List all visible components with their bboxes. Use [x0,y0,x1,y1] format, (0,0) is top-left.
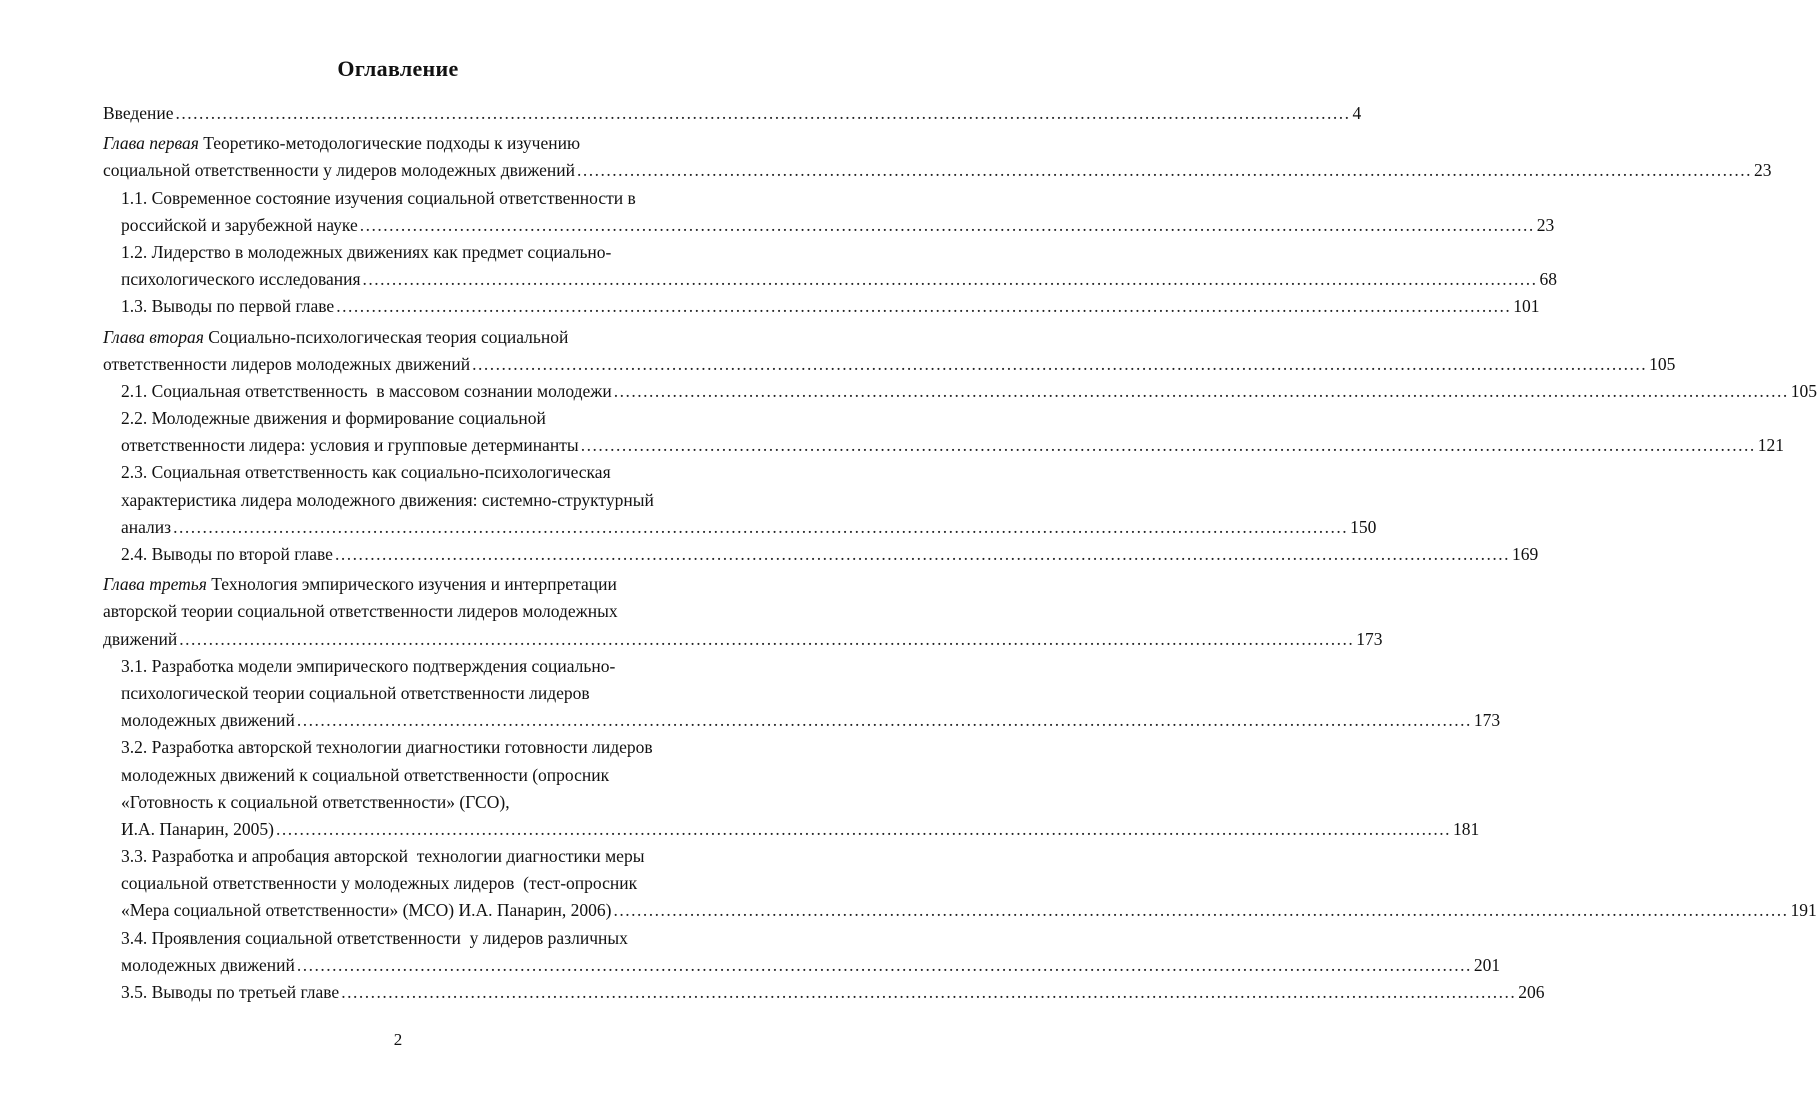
chapter-label: Глава третья [103,574,207,595]
toc-entry-line [121,707,1501,734]
toc-title: Оглавление [337,56,459,81]
dot-leader: ........................................................................................................................................................................................................ [580,435,1756,456]
toc-entry-line [103,130,738,157]
entry-title-text: российской и зарубежной науке [121,214,358,235]
dot-leader: ........................................................................................................................................................................................................ [341,982,1517,1002]
entry-title-text: «Мера социальной ответственности» (МСО) И.А. Панарин, 2006) [121,900,612,921]
dot-leader: ........................................................................................................................................................................................................ [276,818,1451,839]
toc-section-entry[interactable] [121,239,1558,293]
toc-section-entry[interactable] [121,378,1817,405]
entry-title-text: молодежных движений [121,710,295,731]
entry-title-text: 3.1. Разработка модели эмпирического подтверждения социально- [121,655,616,676]
toc-entry-line [121,762,738,789]
toc-entry-line [121,925,738,952]
entry-title-text: И.А. Панарин, 2005) [121,818,274,839]
entry-page-number: 173 [1473,710,1501,731]
toc-entry-line [103,351,1676,378]
entry-page-number: 201 [1473,954,1501,975]
entry-title-text: характеристика лидера молодежного движения: системно-структурный [121,489,654,510]
page-number: 2 [393,1030,403,1049]
entry-title-text: 3.3. Разработка и апробация авторской технологии диагностики меры [121,846,645,867]
toc-entry-line [103,157,1772,184]
toc-entry-line [103,626,1383,653]
toc-chapter-entry[interactable] [103,571,1383,653]
toc-section-entry[interactable] [121,925,1501,979]
entry-title-text: 2.2. Молодежные движения и формирование социальной [121,408,546,429]
entry-title-text: 3.4. Проявления социальной ответственности у лидеров различных [121,927,628,948]
toc-section-entry[interactable] [121,734,1480,843]
toc-entry-line [121,266,1558,293]
entry-title-text: 2.4. Выводы по второй главе [121,544,333,564]
entry-title-text: социальной ответственности у молодежных лидеров (тест-опросник [121,873,638,894]
toc-entry-line [103,571,738,598]
entry-page-number: 169 [1511,544,1539,564]
entry-page-number: 23 [1536,214,1555,235]
toc-chapter-entry[interactable] [103,100,1362,127]
toc-entry-line [121,293,1540,320]
toc-entry-line [121,843,738,870]
entry-title-text: 2.3. Социальная ответственность как социально-психологическая [121,462,611,483]
toc-entry-line [121,514,1377,541]
entry-title-text: социальной ответственности у лидеров молодежных движений [103,160,575,181]
toc-entry-line [121,789,738,816]
entry-title-text: 1.2. Лидерство в молодежных движениях как предмет социально- [121,241,612,262]
chapter-label: Глава вторая [103,326,204,347]
toc-entry-line [103,324,738,351]
entry-title-text: 2.1. Социальная ответственность в массовом сознании молодежи [121,380,612,401]
toc-entry-line [121,185,738,212]
entry-title-text: Введение [103,103,174,123]
entry-title-text: Технология эмпирического изучения и интерпретации [206,574,617,595]
toc-entry-line [121,459,738,486]
toc-entry-line [121,816,1480,843]
toc-entry-line [121,897,1817,924]
toc-entry-line [121,541,1539,568]
toc-entry-line [121,487,738,514]
entry-title-text: молодежных движений к социальной ответственности (опросник [121,764,610,785]
toc-entry-line [103,100,1362,127]
toc-section-entry[interactable] [121,405,1784,459]
dot-leader: ........................................................................................................................................................................................................ [175,103,1351,123]
toc-entry-line [121,378,1817,405]
entry-title-text: молодежных движений [121,954,295,975]
toc-section-entry[interactable] [121,185,1555,239]
toc-section-entry[interactable] [121,293,1540,320]
entry-page-number: 68 [1539,269,1558,290]
dot-leader: ........................................................................................................................................................................................................ [179,628,1355,649]
dot-leader: ........................................................................................................................................................................................................ [576,160,1752,181]
entry-title-text: ответственности лидера: условия и групповые детерминанты [121,435,579,456]
dot-leader: ........................................................................................................................................................................................................ [472,353,1648,374]
entry-title-text: психологической теории социальной ответственности лидеров [121,682,590,703]
toc-entry-line [121,870,738,897]
entry-title-text: 1.3. Выводы по первой главе [121,296,335,317]
toc-entry-line [121,212,1555,239]
toc-entry-line [121,734,738,761]
toc-section-entry[interactable] [121,541,1539,568]
toc-entry-line [121,979,1545,1006]
entry-page-number: 105 [1790,380,1817,401]
entry-page-number: 23 [1753,160,1772,181]
dot-leader: ........................................................................................................................................................................................................ [362,269,1538,290]
dot-leader: ........................................................................................................................................................................................................ [359,214,1535,235]
toc-entry-line [121,680,738,707]
toc-entry-line [121,653,738,680]
entry-page-number: 105 [1649,353,1676,374]
entry-title-text: анализ [121,516,172,537]
dot-leader: ........................................................................................................................................................................................................ [334,544,1510,564]
entry-page-number: 121 [1757,435,1784,456]
entry-title-text: Теоретико-методологические подходы к изучению [198,133,581,154]
toc-section-entry[interactable] [121,653,1501,735]
chapter-label: Глава первая [103,133,199,154]
entry-page-number: 101 [1513,296,1540,317]
toc-entry-line [103,598,738,625]
entry-page-number: 181 [1453,818,1480,839]
dot-leader: ........................................................................................................................................................................................................ [613,900,1789,921]
dot-leader: ........................................................................................................................................................................................................ [336,296,1512,317]
entry-title-text: 3.5. Выводы по третьей главе [121,982,340,1002]
table-of-contents [0,100,1817,1006]
entry-title-text: Социально-психологическая теория социальной [203,326,569,347]
toc-entry-line [121,239,738,266]
toc-chapter-entry[interactable] [103,324,1676,378]
entry-title-text: ответственности лидеров молодежных движений [103,353,471,374]
entry-title-text: движений [103,628,178,649]
entry-page-number: 4 [1352,103,1362,123]
entry-page-number: 150 [1350,516,1377,537]
entry-title-text: 1.1. Современное состояние изучения социальной ответственности в [121,187,636,208]
toc-entry-line [121,432,1784,459]
entry-title-text: авторской теории социальной ответственности лидеров молодежных [103,601,618,622]
toc-section-entry[interactable] [121,843,1817,925]
dot-leader: ........................................................................................................................................................................................................ [296,954,1472,975]
toc-entry-line [121,952,1501,979]
entry-title-text: «Готовность к социальной ответственности» (ГСО), [121,791,510,812]
toc-chapter-entry[interactable] [103,130,1772,184]
entry-title-text: 3.2. Разработка авторской технологии диагностики готовности лидеров [121,737,653,758]
dot-leader: ........................................................................................................................................................................................................ [613,380,1789,401]
toc-section-entry[interactable] [121,979,1545,1006]
entry-page-number: 206 [1518,982,1545,1002]
dot-leader: ........................................................................................................................................................................................................ [173,516,1349,537]
dot-leader: ........................................................................................................................................................................................................ [296,710,1472,731]
entry-page-number: 191 [1790,900,1817,921]
entry-title-text: психологического исследования [121,269,361,290]
toc-entry-line [121,405,738,432]
entry-page-number: 173 [1356,628,1383,649]
toc-section-entry[interactable] [121,459,1377,541]
